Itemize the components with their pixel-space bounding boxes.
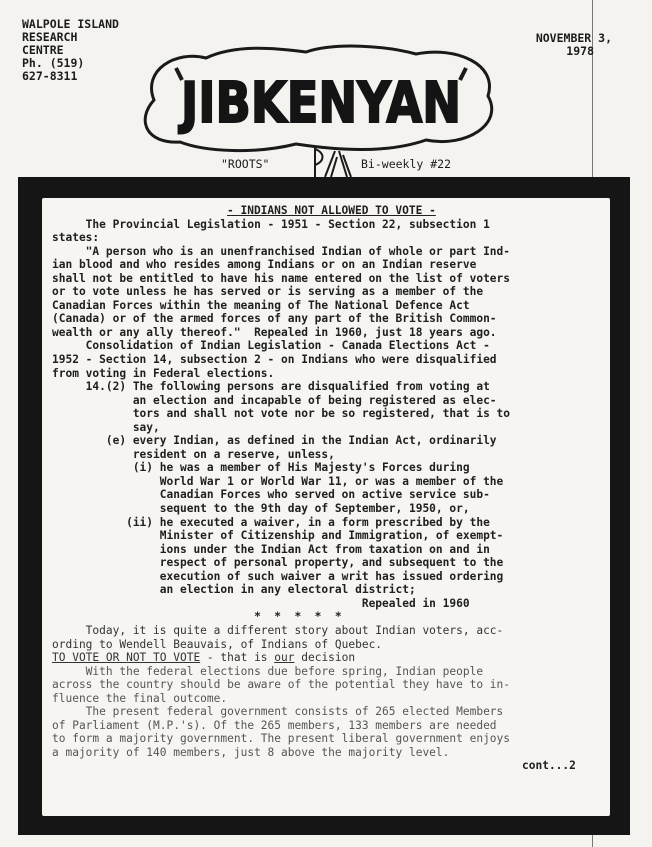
text-line: Consolidation of Indian Legislation - Canada Elections Act - bbox=[52, 339, 490, 353]
text-line: "A person who is an unenfranchised Indian of whole or part Ind- bbox=[52, 244, 511, 258]
continued-note: cont...2 bbox=[522, 759, 576, 773]
organization-block bbox=[22, 18, 119, 83]
text-line: an election and incapable of being registered as elec- bbox=[52, 393, 497, 407]
text-line: (e) every Indian, as defined in the Indian Act, ordinarily bbox=[52, 434, 497, 448]
org-line: CENTRE bbox=[22, 43, 64, 57]
date-month: NOVEMBER 3, bbox=[535, 31, 612, 45]
text-line: 1952 - Section 14, subsection 2 - on Indians who were disqualified bbox=[52, 353, 497, 367]
text-line: from voting in Federal elections. bbox=[52, 366, 275, 380]
vote-heading: TO VOTE OR NOT TO VOTE - that is our decision bbox=[52, 651, 356, 665]
org-phone: Ph. (519) bbox=[22, 56, 85, 70]
text-line: (ii) he executed a waiver, in a form prescribed by the bbox=[52, 515, 490, 529]
text-line: (i) he was a member of His Majesty's Forces during bbox=[52, 461, 470, 475]
text-line: (Canada) or of the armed forces of any part of the British Common- bbox=[52, 312, 497, 326]
text-line: Canadian Forces within the meaning of The National Defence Act bbox=[52, 298, 470, 312]
date-block bbox=[536, 32, 612, 58]
text-line: shall not be entitled to have his name entered on the list of voters bbox=[52, 271, 511, 285]
text-line: an election in any electoral district; bbox=[52, 583, 416, 597]
date-year: 1978 bbox=[566, 44, 594, 58]
text-line: a majority of 140 members, just 8 above the majority level. bbox=[52, 745, 450, 759]
text-line: of Parliament (M.P.'s). Of the 265 members, 133 members are needed bbox=[52, 718, 497, 732]
text-line: Minister of Citizenship and Immigration, of exempt- bbox=[52, 529, 504, 543]
text-line: Today, it is quite a different story about Indian voters, acc- bbox=[52, 623, 504, 637]
text-line: Canadian Forces who served on active service sub- bbox=[52, 488, 490, 502]
text-line: 14.(2) The following persons are disqualified from voting at bbox=[52, 380, 490, 394]
text-line: respect of personal property, and subsequent to the bbox=[52, 556, 504, 570]
text-line: to form a majority government. The present liberal government enjoys bbox=[52, 732, 511, 746]
text-line: or to vote unless he has served or is serving as a member of the bbox=[52, 285, 484, 299]
text-line: ian blood and who resides among Indians or on an Indian reserve bbox=[52, 258, 477, 272]
text-line: say, bbox=[52, 420, 160, 434]
org-line: RESEARCH bbox=[22, 30, 78, 44]
roots-label: "ROOTS" bbox=[221, 157, 270, 171]
text-line: Repealed in 1960 bbox=[52, 596, 470, 610]
text-line: wealth or any ally thereof." Repealed in 1960, just 18 years ago. bbox=[52, 325, 497, 339]
text-line: ording to Wendell Beauvais, of Indians of Quebec. bbox=[52, 637, 383, 651]
article-paragraphs bbox=[52, 218, 604, 652]
text-line: states: bbox=[52, 231, 100, 245]
text-line: across the country should be aware of the potential they have to in- bbox=[52, 678, 511, 692]
article-title: - INDIANS NOT ALLOWED TO VOTE - bbox=[227, 204, 436, 217]
text-line: * * * * * bbox=[52, 610, 342, 624]
masthead-title: JIBKENYAN bbox=[177, 71, 461, 136]
text-line: With the federal elections due before spring, Indian people bbox=[52, 664, 484, 678]
text-line: The Provincial Legislation - 1951 - Section 22, subsection 1 bbox=[52, 217, 490, 231]
text-line: execution of such waiver a writ has issued ordering bbox=[52, 569, 504, 583]
masthead-logo bbox=[136, 40, 506, 158]
text-line: The present federal government consists of 265 elected Members bbox=[52, 705, 504, 719]
text-line: World War 1 or World War 11, or was a member of the bbox=[52, 474, 504, 488]
text-line: tors and shall not vote nor be so registered, that is to bbox=[52, 407, 511, 421]
article-paragraphs-2 bbox=[52, 665, 604, 760]
text-line: ions under the Indian Act from taxation on and in bbox=[52, 542, 490, 556]
article-body bbox=[52, 204, 604, 773]
text-line: resident on a reserve, unless, bbox=[52, 447, 335, 461]
org-line: WALPOLE ISLAND bbox=[22, 17, 119, 31]
org-phone-number: 627-8311 bbox=[22, 69, 78, 83]
issue-label: Bi-weekly #22 bbox=[361, 157, 452, 171]
text-line: sequent to the 9th day of September, 1950, or, bbox=[52, 502, 470, 516]
text-line: fluence the final outcome. bbox=[52, 691, 228, 705]
